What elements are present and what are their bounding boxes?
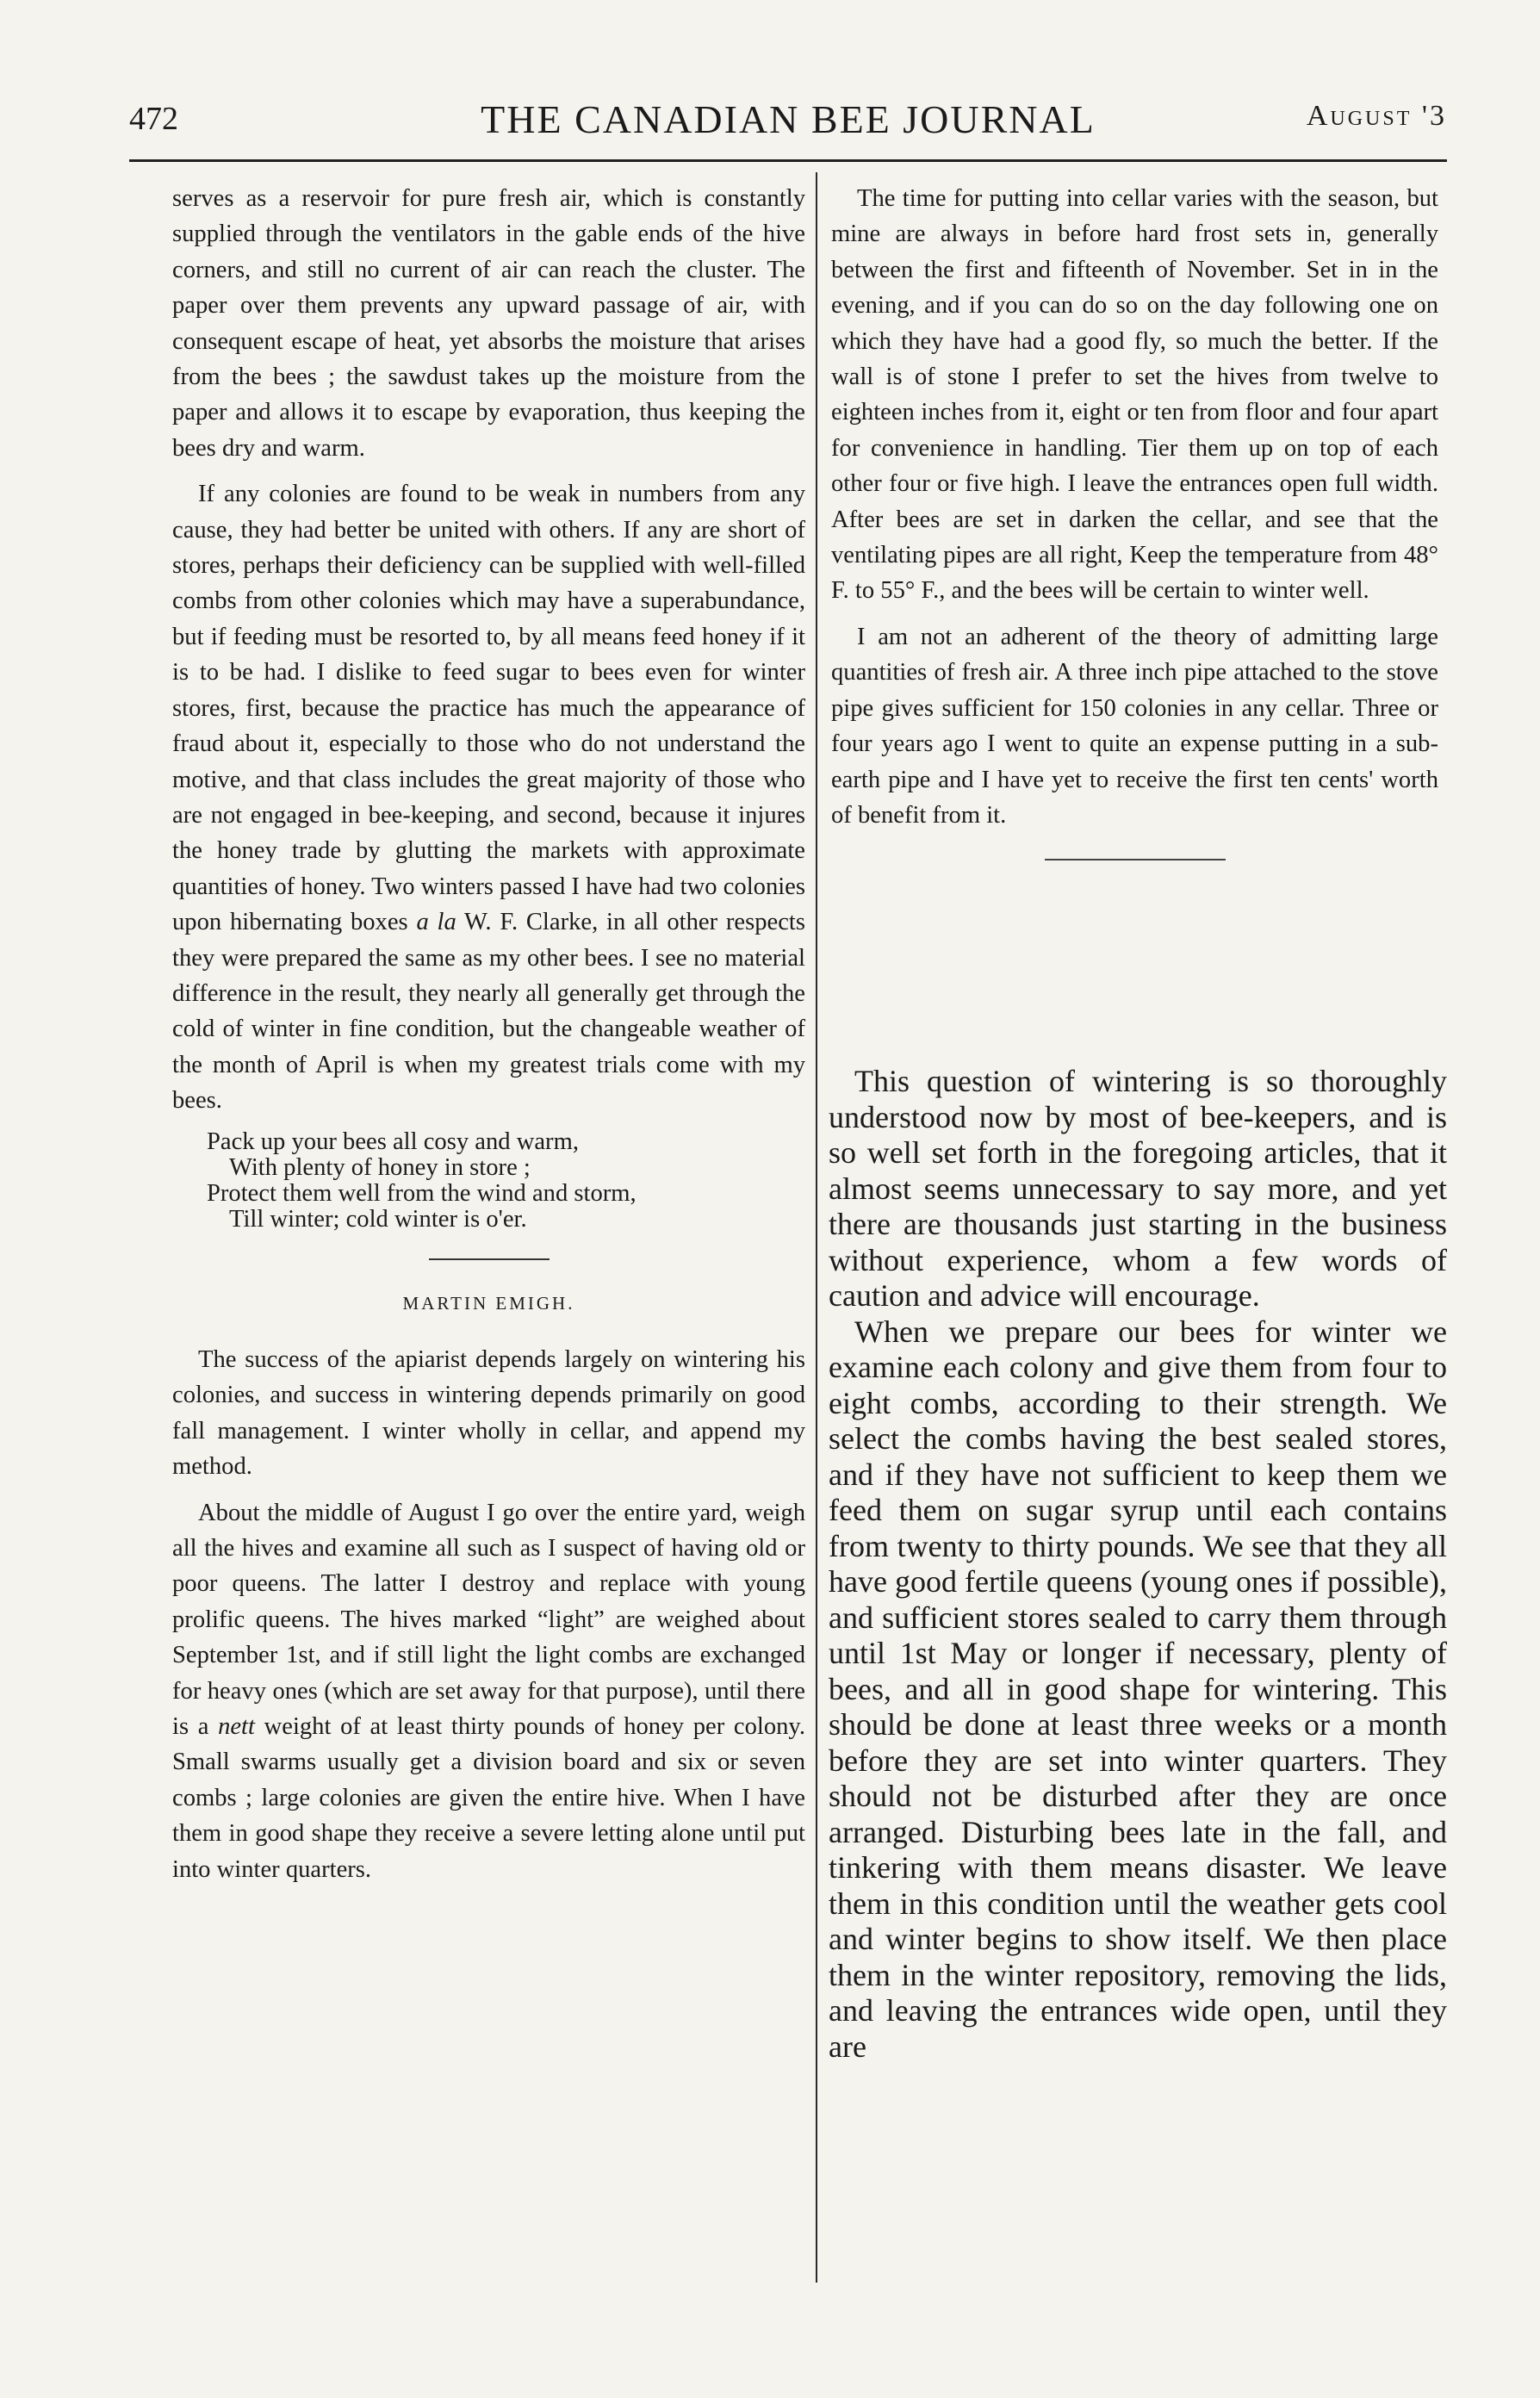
left-column [172,181,805,1898]
right-paragraph-4: When we prepare our bees for winter we examine each colony and give them from four to eight combs, according to their strength. We select the combs having the best sealed stores, and if they have not sufficient to keep them we feed them on sugar syrup until each contains from twenty to thirty pounds. We see that they all have good fertile queens (young ones if possible), and sufficient stores sealed to carry them through until 1st May or longer if necessary, plenty of bees, and all in good shape for wintering. This should be done at least three weeks or a month before they are set into winter quarters. They should not be disturbed after they are once arranged. Disturbing bees late in the fall, and tinkering with them means disaster. We leave them in this condition until the weather gets cool and winter begins to show itself. We then place them in the winter repository, removing the lids, and leaving the entrances wide open, until they are [829,1314,1447,2064]
left-paragraph-3: The success of the apiarist depends largely on wintering his colonies, and success in wintering depends primarily on good fall management. I winter wholly in cellar, and append my method. [172,1345,805,1481]
poem-line-3: Protect them well from the wind and storm, [207,1179,636,1207]
journal-title: THE CANADIAN BEE JOURNAL [481,97,1096,141]
left-paragraph-2 [172,476,805,1118]
section-separator [1045,859,1226,860]
poem [207,1129,805,1233]
poem-line-2: With plenty of honey in store ; [229,1153,531,1181]
left-paragraph-2-text-a: If any colonies are found to be weak in numbers from any cause, they had better be united with others. If any are short of stores, perhaps their deficiency can be supplied with well-filled combs from other colonies which may have a superabundance, but if feeding must be resorted to, by all means feed honey if it is to be had. I dislike to feed sugar to bees even for winter stores, first, because the practice has much the appearance of fraud about it, especially to those who do not understand the motive, and that class includes the great majority of those who are not engaged in bee-keeping, and second, because it injures the honey trade by glutting the markets with approximate quantities of honey. Two winters passed I have had two colonies upon hibernating boxes [172,481,805,936]
right-paragraph-1: The time for putting into cellar varies with the season, but mine are always in before hard frost sets in, generally between the first and fifteenth of November. Set in in the evening, and if you can do so on the day following one on which they have had a good fly, so much the better. If the wall is of stone I prefer to set the hives from twelve to eighteen inches from it, eight or ten from floor and four apart for convenience in handling. Tier them up on top of each other four or five high. I leave the entrances open full width. After bees are set in darken the cellar, and see that the ventilating pipes are all right, Keep the temperature from 48° F. to 55° F., and the bees will be certain to winter well. [831,185,1438,605]
author-byline: MARTIN EMIGH. [402,1292,575,1314]
page-header [129,93,1447,145]
right-column-bottom [829,1064,1447,2065]
left-paragraph-4-italic: nett [218,1713,255,1741]
page-number: 472 [129,101,178,137]
poem-line-4: Till winter; cold winter is o'er. [229,1205,527,1233]
left-paragraph-1: serves as a reservoir for pure fresh air, which is constantly supplied through the ventilators in the gable ends of the hive corners, and still no current of air can reach the cluster. The paper over them prevents any upward passage of air, with consequent escape of heat, yet absorbs the moisture that arises from the bees ; the sawdust takes up the moisture from the paper and allows it to escape by evaporation, thus keeping the bees dry and warm. [172,185,805,462]
issue-date: August '3 [1306,100,1447,132]
left-paragraph-2-italic: a la [416,909,456,936]
right-paragraph-3: This question of wintering is so thoroughly understood now by most of bee-keepers, and is so well set forth in the foregoing articles, that it almost seems unnecessary to say more, and yet there are thousands just starting in the business without experience, whom a few words of caution and advice will encourage. [829,1064,1447,1313]
left-paragraph-4-text-a: About the middle of August I go over the entire yard, weigh all the hives and examine all such as I suspect of having old or poor queens. The latter I destroy and replace with young prolific queens. The hives marked “light” are weighed about September 1st, and if still light the light combs are exchanged for heavy ones (which are set away for that purpose), until there is a [172,1499,805,1741]
right-column-top [831,181,1438,898]
poem-line-1: Pack up your bees all cosy and warm, [207,1128,579,1155]
left-paragraph-2-text-b: W. F. Clarke, in all other respects they were prepared the same as my other bees. I see no material difference in the result, they nearly all generally get through the cold of winter in fine condition, but the changeable weather of the month of April is when my greatest trials come with my bees. [172,909,806,1115]
left-paragraph-4-text-b: weight of at least thirty pounds of honey per colony. Small swarms usually get a division board and six or seven combs ; large colonies are given the entire hive. When I have them in good shape they receive a severe letting alone until put into winter quarters. [172,1713,805,1883]
section-rule [429,1258,550,1260]
column-divider [816,172,817,2283]
left-paragraph-4 [172,1495,805,1887]
right-paragraph-2: I am not an adherent of the theory of admitting large quantities of fresh air. A three inch pipe attached to the stove pipe gives sufficient for 150 colonies in any cellar. Three or four years ago I went to quite an expense putting in a sub-earth pipe and I have yet to receive the first ten cents' worth of benefit from it. [831,623,1438,829]
header-rule [129,159,1447,162]
